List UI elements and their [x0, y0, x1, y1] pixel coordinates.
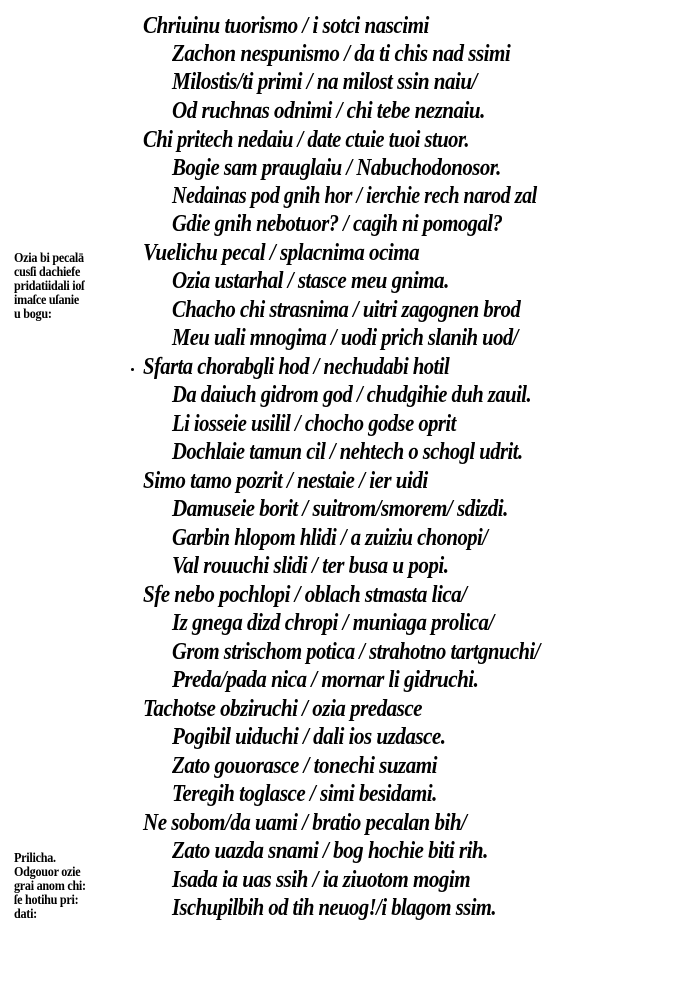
verse-line: Isada ia uas ssih / ia ziuotom mogim: [172, 866, 471, 893]
verse-line: Od ruchnas odnimi / chi tebe neznaiu.: [172, 97, 485, 124]
verse-line: Pogibil uiduchi / dali ios uzdasce.: [172, 723, 446, 750]
verse-line: Teregih toglasce / simi besidami.: [172, 780, 437, 807]
margin-note-line: cusſi dachiefe: [14, 264, 81, 279]
verse-line: Bogie sam prauglaiu / Nabuchodonosor.: [172, 154, 501, 181]
margin-note: [14, 851, 86, 921]
verse-line: Zato uazda snami / bog hochie biti rih.: [172, 837, 488, 864]
verse-line: Milostis/ti primi / na milost ssin naiu/: [172, 68, 477, 95]
verse-line: Vuelichu pecal / splacnima ocima: [143, 239, 420, 266]
verse-line: Ischupilbih od tih neuog!/i blagom ssim.: [172, 894, 497, 921]
margin-note-line: Prilicha.: [14, 850, 56, 865]
verse-line: Chi pritech nedaiu / date ctuie tuoi stuor.: [143, 126, 469, 153]
verse-line: Simo tamo pozrit / nestaie / ier uidi: [143, 467, 428, 494]
verse-line: Gdie gnih nebotuor? / cagih ni pomogal?: [172, 210, 503, 237]
margin-note: [14, 251, 84, 321]
verse-line: Val rouuchi slidi / ter busa u popi.: [172, 552, 449, 579]
verse-line: Nedainas pod gnih hor / ierchie rech narod zal: [172, 182, 537, 209]
verse-line: Iz gnega dizd chropi / muniaga prolica/: [172, 609, 494, 636]
margin-note-line: Ozia bi pecalā: [14, 250, 84, 265]
verse-line: Sfarta chorabgli hod / nechudabi hotil: [143, 353, 450, 380]
verse-line: Preda/pada nica / mornar li gidruchi.: [172, 666, 479, 693]
margin-note-line: ſe hotihu pri:: [14, 892, 79, 907]
verse-line: Zachon nespunismo / da ti chis nad ssimi: [172, 40, 511, 67]
verse-line: Garbin hlopom hlidi / a zuiziu chonopi/: [172, 524, 488, 551]
margin-note-line: pridatiidali ioſ: [14, 278, 85, 293]
verse-line: Sfe nebo pochlopi / oblach stmasta lica/: [143, 581, 467, 608]
verse-line: Tachotse obziruchi / ozia predasce: [143, 695, 423, 722]
margin-note-line: grai anom chi:: [14, 878, 86, 893]
verse-line: Li iosseie usilil / chocho godse oprit: [172, 410, 456, 437]
margin-note-line: Odgouor ozie: [14, 864, 81, 879]
margin-note-line: dati:: [14, 906, 37, 921]
verse-line: Grom strischom potica / strahotno tartgnuchi/: [172, 638, 540, 665]
verse-line: Ne sobom/da uami / bratio pecalan bih/: [143, 809, 467, 836]
verse-line: Damuseie borit / suitrom/smorem/ sdizdi.: [172, 495, 508, 522]
margin-note-line: u bogu:: [14, 306, 52, 321]
verse-line: Meu uali mnogima / uodi prich slanih uod/: [172, 324, 518, 351]
verse-line: Dochlaie tamun cil / nehtech o schogl udrit.: [172, 438, 523, 465]
verse-line: Chriuinu tuorismo / i sotci nascimi: [143, 12, 429, 39]
verse-line: Da daiuch gidrom god / chudgihie duh zauil.: [172, 381, 532, 408]
margin-note-line: imaſce uſanie: [14, 292, 79, 307]
verse-line: Zato gouorasce / tonechi suzami: [172, 752, 437, 779]
ink-speck: [131, 368, 134, 371]
verse-line: Ozia ustarhal / stasce meu gnima.: [172, 267, 449, 294]
verse-line: Chacho chi strasnima / uitri zagognen brod: [172, 296, 521, 323]
